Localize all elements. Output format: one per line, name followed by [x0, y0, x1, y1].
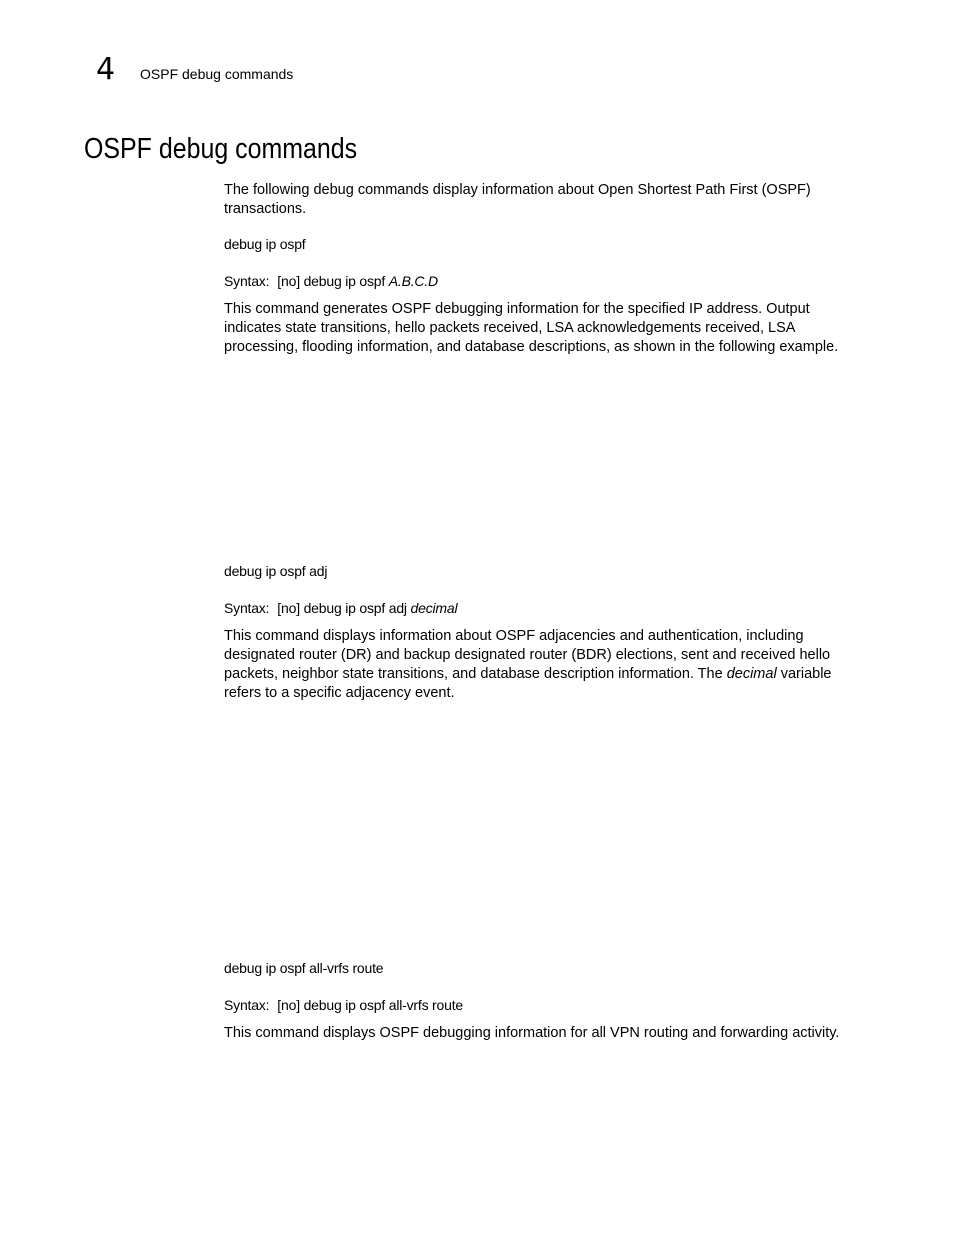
syntax-command: debug ip ospf adj [303, 600, 407, 616]
syntax-command: debug ip ospf all-vrfs route [303, 997, 463, 1013]
intro-text: The following debug commands display information about Open Shortest Path First (OSPF) transactions. [224, 182, 811, 217]
command-heading: debug ip ospf [224, 236, 306, 252]
description-text: This command generates OSPF debugging information for the specified IP address. Output indicates state transitions, hello packets received, LSA acknowledgements received, LSA processing, flooding information, and database descriptions, as shown in the following example. [224, 301, 839, 355]
section-debug-ip-ospf [224, 235, 864, 254]
description-text [224, 627, 864, 703]
syntax-no-keyword: no [281, 273, 297, 289]
syntax-open-bracket: [ [277, 600, 281, 616]
section-debug-ip-ospf-adj [224, 562, 864, 581]
syntax-close-bracket: ] [296, 600, 300, 616]
description-variable: decimal [726, 666, 777, 682]
section-description [224, 627, 864, 703]
syntax-no-keyword: no [281, 600, 297, 616]
running-header: OSPF debug commands [140, 66, 294, 82]
syntax-command: debug ip ospf [303, 273, 386, 289]
command-heading: debug ip ospf adj [224, 563, 328, 579]
syntax-line [224, 599, 864, 618]
syntax-close-bracket: ] [296, 273, 300, 289]
syntax-label: Syntax: [224, 997, 270, 1013]
command-heading: debug ip ospf all-vrfs route [224, 960, 384, 976]
syntax-line [224, 272, 864, 291]
intro-paragraph [224, 181, 864, 219]
syntax-variable: A.B.C.D [388, 273, 438, 289]
chapter-number: 4 [96, 52, 116, 87]
section-debug-ip-ospf-all-vrfs-route [224, 959, 864, 978]
description-text-after: variable refers to a specific adjacency event. [224, 666, 832, 701]
page-title: OSPF debug commands [84, 133, 358, 165]
section-description [224, 300, 864, 357]
description-text-before: This command displays information about OSPF adjacencies and authentication, including designated router (DR) and backup designated router (BDR) elections, sent and received hello packets, neighbor state transitions, and database description information. The [224, 628, 831, 682]
syntax-variable: decimal [410, 600, 458, 616]
syntax-open-bracket: [ [277, 273, 281, 289]
syntax-line [224, 996, 864, 1015]
syntax-label: Syntax: [224, 273, 270, 289]
syntax-no-keyword: no [281, 997, 297, 1013]
syntax-label: Syntax: [224, 600, 270, 616]
syntax-open-bracket: [ [277, 997, 281, 1013]
section-description [224, 1024, 864, 1043]
description-text: This command displays OSPF debugging information for all VPN routing and forwarding activity. [224, 1025, 840, 1041]
syntax-close-bracket: ] [296, 997, 300, 1013]
